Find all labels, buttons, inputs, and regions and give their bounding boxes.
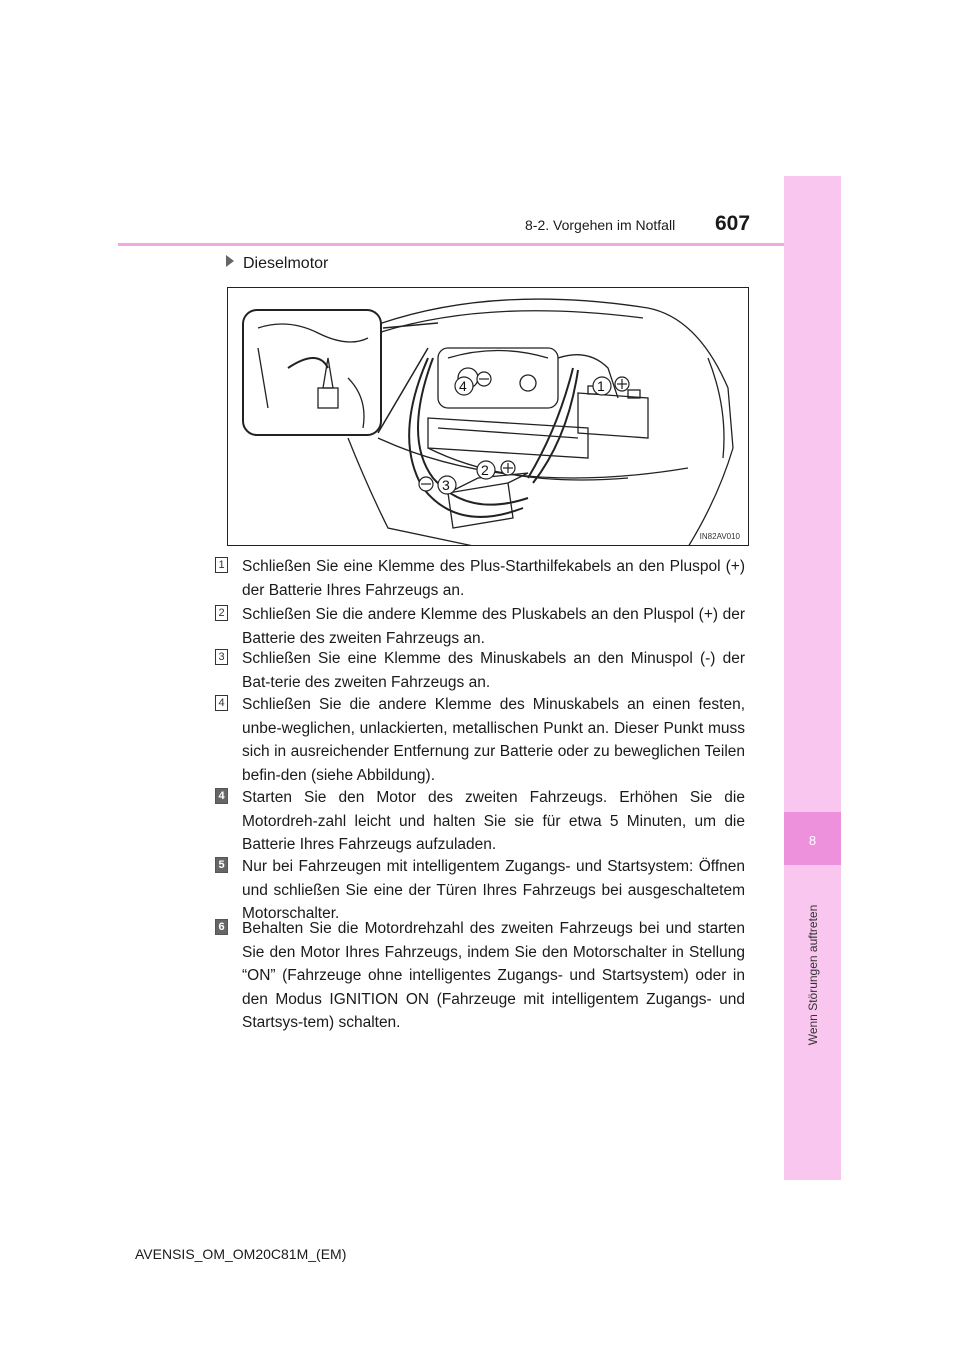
step-4 (215, 693, 745, 787)
step-marker: 5 (215, 857, 228, 873)
step-7 (215, 917, 745, 1035)
engine-bay-illustration (227, 287, 749, 546)
subheading (226, 255, 328, 273)
figure-code: IN82AV010 (699, 532, 740, 541)
step-2 (215, 603, 745, 650)
step-text: Schließen Sie die andere Klemme des Pluskabels an den Pluspol (+) der Batterie des zweiten Fahrzeugs an. (242, 606, 745, 647)
step-marker: 4 (215, 695, 228, 711)
header-rule (118, 243, 784, 246)
step-text: Schließen Sie eine Klemme des Plus-Starthilfekabels an den Pluspol (+) der Batterie Ihres Fahrzeugs an. (242, 558, 745, 599)
step-text: Schließen Sie die andere Klemme des Minuskabels an einen festen, unbe-weglichen, unlackierten, metallischen Punkt an. Dieser Punkt muss sich in ausreichender Entfernung zur Batterie oder zu beweglichen Teilen befin-den (siehe Abbildung). (242, 696, 745, 784)
chapter-title: Wenn Störungen auftreten (806, 904, 820, 1046)
footer-document-id: AVENSIS_OM_OM20C81M_(EM) (135, 1246, 347, 1262)
step-marker: 1 (215, 557, 228, 573)
step-marker: 3 (215, 649, 228, 665)
step-1 (215, 555, 745, 602)
callout-1: 1 (597, 378, 605, 394)
step-6 (215, 855, 745, 926)
step-marker: 2 (215, 605, 228, 621)
subheading-text: Dieselmotor (243, 255, 329, 272)
triangle-bullet-icon (226, 255, 234, 267)
callout-2: 2 (481, 462, 489, 478)
step-5 (215, 786, 745, 857)
callout-3: 3 (442, 477, 450, 493)
engine-bay-drawing (228, 288, 749, 546)
step-text: Starten Sie den Motor des zweiten Fahrzeugs. Erhöhen Sie die Motordreh-zahl leicht und halten Sie sie für etwa 5 Minuten, um die Batterie Ihres Fahrzeugs aufzuladen. (242, 789, 745, 853)
page-number: 607 (715, 212, 751, 235)
section-title: 8-2. Vorgehen im Notfall (525, 217, 676, 233)
step-text: Schließen Sie eine Klemme des Minuskabels an den Minuspol (-) der Bat-terie des zweiten Fahrzeugs an. (242, 650, 745, 691)
step-text: Behalten Sie die Motordrehzahl des zweiten Fahrzeugs bei und starten Sie den Motor Ihres Fahrzeugs, indem Sie den Motorschalter in Stellung “ON” (Fahrzeuge ohne intelligentes Zugangs- und Startsystem) oder in den Modus IGNITION ON (Fahrzeuge mit intelligentem Zugangs- und Startsys-tem) schalten. (242, 920, 745, 1031)
chapter-number: 8 (808, 833, 817, 848)
step-marker: 6 (215, 919, 228, 935)
step-text: Nur bei Fahrzeugen mit intelligentem Zugangs- und Startsystem: Öffnen und schließen Sie eine der Türen Ihres Fahrzeugs bei ausgeschaltetem Motorschalter. (242, 858, 745, 922)
step-3 (215, 647, 745, 694)
step-marker: 4 (215, 788, 228, 804)
callout-4: 4 (459, 378, 467, 394)
